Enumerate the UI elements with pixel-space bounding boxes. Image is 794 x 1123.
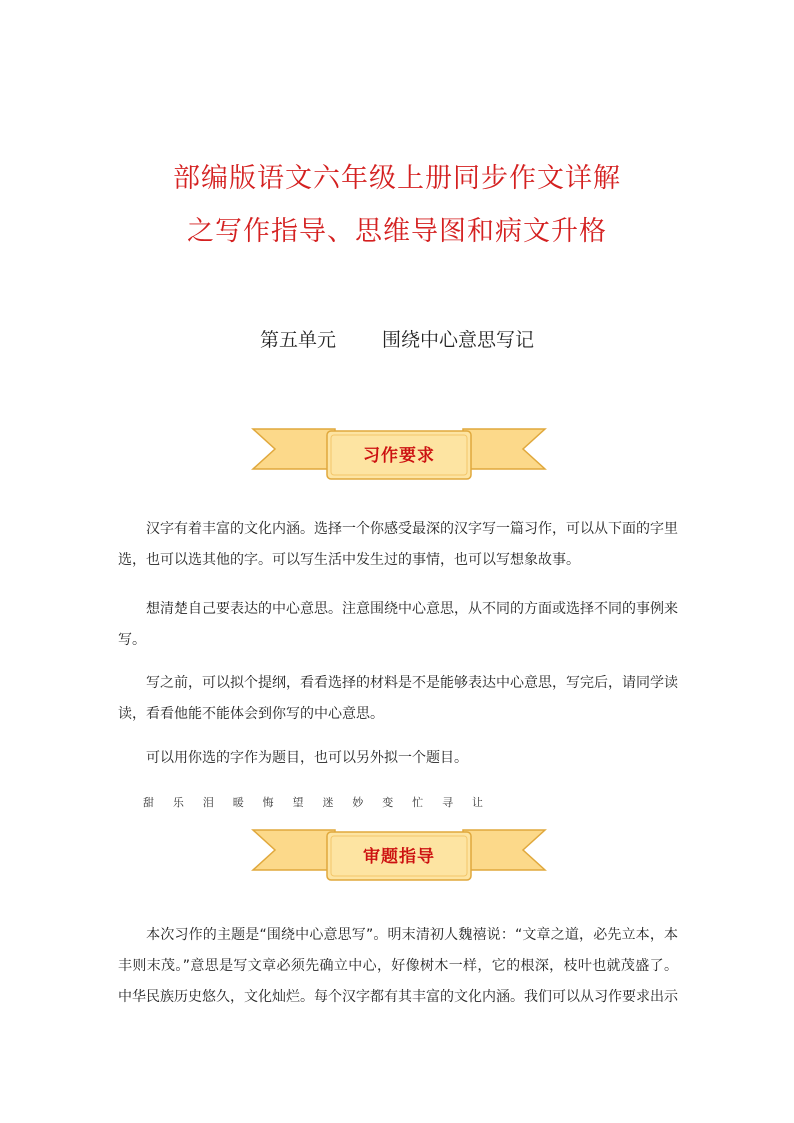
character-choice: 暖 [232,796,244,809]
section-label-requirements: 习作要求 [363,446,435,466]
section-label-guidance: 审题指导 [363,847,435,867]
character-choice: 寻 [442,796,454,809]
section-banner-requirements [249,425,549,487]
guidance-paragraph [118,920,678,1013]
guidance-paragraph-text: 本次习作的主题是“围绕中心意思写”。明末清初人魏禧说：“文章之道，必先立本，本丰则末茂。”意思是写文章必须先确立中心，好像树木一样，它的根深，枝叶也就茂盛了。中华民族历史悠久，文化灿烂。每个汉字都有其丰富的文化内涵。我们可以从习作要求出示 [118,927,678,1005]
character-choice: 乐 [172,796,184,809]
requirement-paragraph-text: 可以用你选的字作为题目，也可以另外拟一个题目。 [146,750,468,766]
character-choice: 悔 [262,796,274,809]
unit-number: 第五单元 [259,329,336,351]
character-choice: 妙 [352,796,364,809]
requirement-paragraph [118,668,678,730]
unit-topic: 围绕中心意思写记 [382,329,535,351]
requirement-paragraph-text: 想清楚自己要表达的中心意思。注意围绕中心意思，从不同的方面或选择不同的事例来写。 [118,601,678,648]
character-choice: 甜 [143,796,154,809]
requirement-paragraph-text: 汉字有着丰富的文化内涵。选择一个你感受最深的汉字写一篇习作，可以从下面的字里选，也可以选其他的字。可以写生活中发生过的事情，也可以写想象故事。 [118,521,678,568]
character-choice: 变 [382,796,394,809]
requirement-paragraph [118,594,678,656]
requirement-paragraph-text: 写之前，可以拟个提纲，看看选择的材料是不是能够表达中心意思，写完后，请同学读读，看看他能不能体会到你写的中心意思。 [118,675,678,722]
section-banner-guidance [249,826,549,888]
character-choice: 泪 [202,796,214,809]
requirement-paragraph [118,743,678,774]
requirement-paragraph [118,514,678,576]
character-choices [143,794,483,810]
unit-subtitle [0,325,794,352]
character-choice: 望 [292,796,304,809]
document-title-line-1: 部编版语文六年级上册同步作文详解 [173,163,621,194]
character-choice: 忙 [412,796,424,809]
character-choice: 让 [471,796,483,809]
character-choice: 迷 [322,796,334,809]
document-title-line-2: 之写作指导、思维导图和病文升格 [187,216,607,247]
